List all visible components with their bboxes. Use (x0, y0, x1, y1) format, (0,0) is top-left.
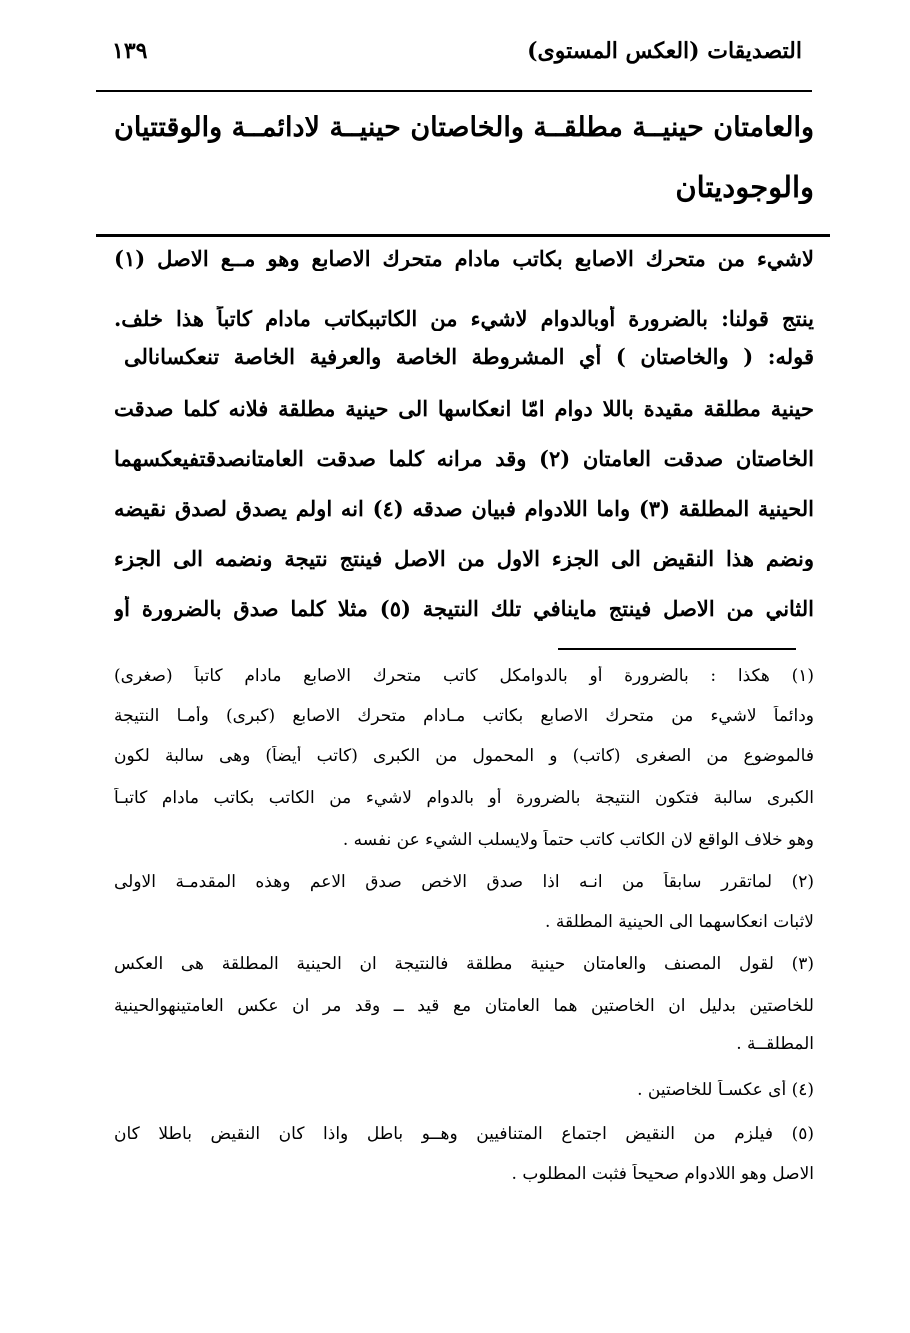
commentary-line: الخاصتان صدقت العامتان (٢) وقد مرانه كلما صدقت العامتانصدقتفيعكسهما (114, 446, 814, 471)
footnote-line: فالموضوع من الصغرى (كاتب) و المحمول من الكبرى (كاتب أيضاً) وهى سالبة لكون (114, 746, 814, 766)
commentary-line: قوله: ( والخاصتان ) أي المشروطة الخاصة والعرفية الخاصة تنعكسانالى (124, 344, 814, 369)
section-rule (96, 234, 830, 237)
footnote-line: ودائماً لاشيء من متحرك الاصابع بكاتب مـادام متحرك الاصابع (كبرى) وأمـا النتيجة (114, 706, 814, 726)
footnote-line: (١) هكذا : بالضرورة أو بالدوامكل كاتب متحرك الاصابع مادام كاتباً (صغرى) (114, 666, 814, 686)
footnote-line: الكبرى سالبة فتكون النتيجة بالضرورة أو بالدوام لاشيء من الكاتب بكاتب مادام كاتبـاً (114, 788, 814, 808)
commentary-line: ينتج قولنا: بالضرورة أوبالدوام لاشيء من الكاتببكاتب مادام كاتباً هذا خلف. (114, 306, 814, 331)
footnote-line: الاصل وهو اللادوام صحيحاً فثبت المطلوب . (511, 1164, 814, 1184)
main-text-line: والعامتان حينيــة مطلقــة والخاصتان حينيــة لادائمــة والوقتتيان (114, 112, 814, 143)
running-header (112, 38, 802, 82)
footnote-rule (558, 648, 796, 650)
footnote-line: لاثبات انعكاسهما الى الحينية المطلقة . (545, 912, 814, 932)
page-number: ١٣٩ (112, 38, 148, 64)
footnote-line: المطلقــة . (736, 1034, 814, 1054)
commentary-line: الحينية المطلقة (٣) واما اللادوام فبيان صدقه (٤) انه اولم يصدق لصدق نقيضه (114, 496, 814, 521)
footnote-line: (٢) لماتقرر سابقاً من انـه اذا صدق الاخص صدق الاعم وهذه المقدمـة الاولى (114, 872, 814, 892)
commentary-line: ونضم هذا النقيض الى الجزء الاول من الاصل فينتج نتيجة ونضمه الى الجزء (114, 546, 814, 571)
header-rule (96, 90, 812, 92)
footnote-line: (٥) فيلزم من النقيض اجتماع المتنافيين وهــو باطل واذا كان النقيض باطلا كان (114, 1124, 814, 1144)
footnote-line: للخاصتين بدليل ان الخاصتين هما العامتان مع قيد ــ وقد مر ان عكس العامتينهوالحينية (114, 996, 814, 1016)
commentary-line: الثاني من الاصل فينتج ماينافي تلك النتيجة (٥) مثلا كلما صدق بالضرورة أو (114, 596, 814, 621)
commentary-line: حينية مطلقة مقيدة باللا دوام امّا انعكاسها الى حينية مطلقة فلانه كلما صدقت (114, 396, 814, 421)
footnote-line: وهو خلاف الواقع لان الكاتب كاتب حتماً ولايسلب الشيء عن نفسه . (342, 830, 814, 850)
footnote-line: (٣) لقول المصنف والعامتان حينية مطلقة فالنتيجة ان الحينية المطلقة هى العكس (114, 954, 814, 974)
chapter-title: التصديقات (العكس المستوى) (527, 38, 802, 64)
commentary-line: لاشيء من متحرك الاصابع بكاتب مادام متحرك الاصابع وهو مــع الاصل (١) (114, 246, 814, 271)
footnote-line: (٤) أى عكسـاً للخاصتين . (637, 1080, 814, 1100)
main-text-line: والوجوديتان (675, 170, 814, 204)
